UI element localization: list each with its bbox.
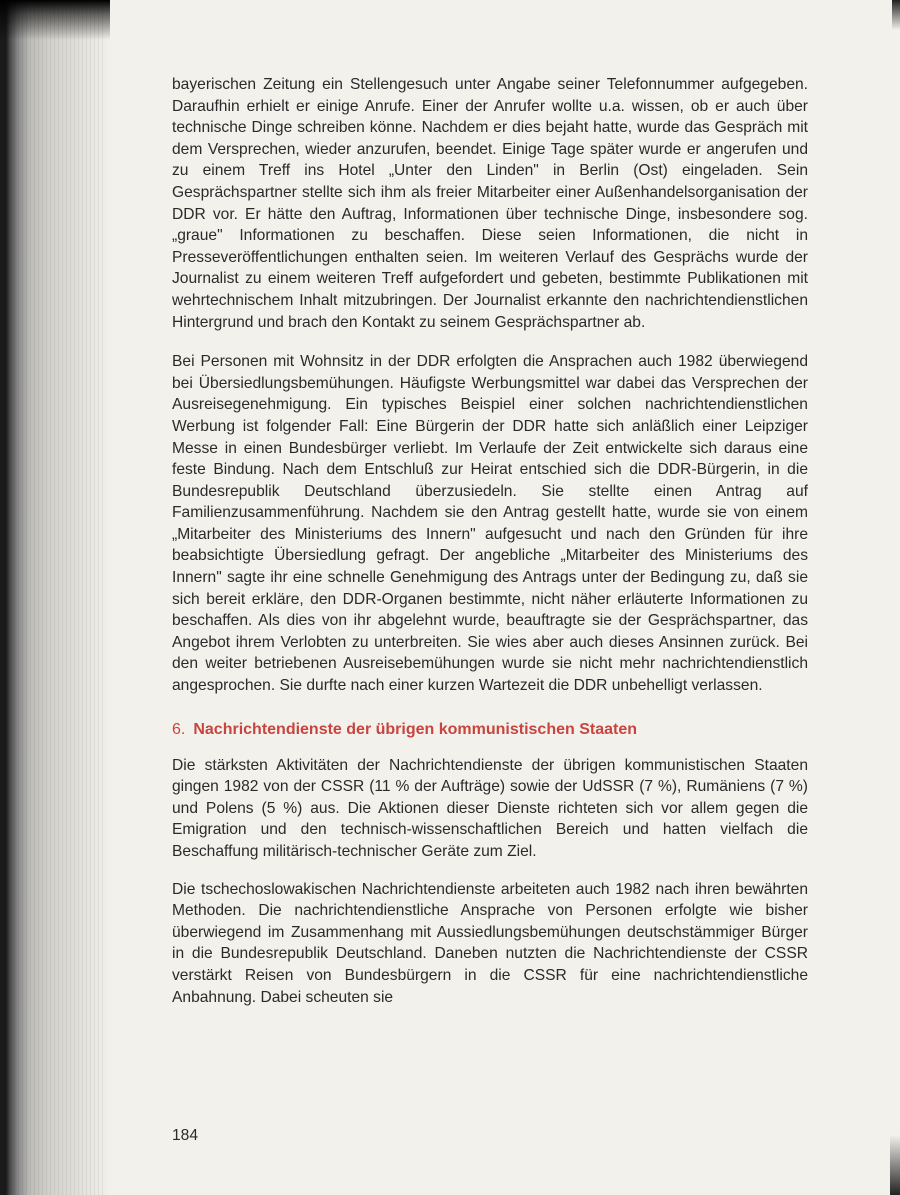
section-number: 6. xyxy=(172,720,186,738)
body-paragraph-1: bayerischen Zeitung ein Stellengesuch unter Angabe seiner Telefonnummer aufgegeben. Daraufhin erhielt er einige Anrufe. Einer der Anrufer wollte u.a. wissen, ob er auch über technische Dinge schreiben könne. Nachdem er dies bejaht hatte, wurde das Gespräch mit dem Versprechen, wieder anzurufen, beendet. Einige Tage später wurde er angerufen und zu einem Treff ins Hotel „Unter den Linden" in Berlin (Ost) eingeladen. Sein Gesprächspartner stellte sich ihm als freier Mitarbeiter einer Außenhandelsorganisation der DDR vor. Er hätte den Auftrag, Informationen über technische Dinge, insbesondere sog. „graue" Informationen zu beschaffen. Diese seien Informationen, die nicht in Presseveröffentlichungen enthalten seien. Im weiteren Verlauf des Gesprächs wurde der Journalist zu einem weiteren Treff aufgefordert und gebeten, bestimmte Publikationen mit wehrtechnischem Inhalt mitzubringen. Der Journalist erkannte den nachrichtendienstlichen Hintergrund und brach den Kontakt zu seinem Gesprächspartner ab. xyxy=(172,76,808,331)
scan-shadow xyxy=(0,0,110,40)
page-stack-lines xyxy=(14,0,104,1195)
section-title: Nachrichtendienste der übrigen kommunistischen Staaten xyxy=(193,720,637,738)
scan-edge-mark-bottom xyxy=(890,1135,900,1195)
section-paragraph-1: Die stärksten Aktivitäten der Nachrichtendienste der übrigen kommunistischen Staaten gingen 1982 von der CSSR (11 % der Aufträge) sowie der UdSSR (7 %), Rumäniens (7 %) und Polens (5 %) aus. Die Aktionen dieser Dienste richteten sich vor allem gegen die Emigration und den technisch-wissenschaftlichen Bereich und hatten vielfach die Beschaffung militärisch-technischer Geräte zum Ziel. xyxy=(172,756,808,860)
page-number: 184 xyxy=(172,1127,199,1144)
scan-edge-mark-top xyxy=(892,0,900,30)
section-heading xyxy=(172,719,808,741)
body-paragraph-2: Bei Personen mit Wohnsitz in der DDR erfolgten die Ansprachen auch 1982 überwiegend bei Übersiedlungsbemühungen. Häufigste Werbungsmittel war dabei das Versprechen der Ausreisegenehmigung. Ein typisches Beispiel einer solchen nachrichtendienstlichen Werbung ist folgender Fall: Eine Bürgerin der DDR hatte sich anläßlich einer Leipziger Messe in einen Bundesbürger verliebt. Im Verlaufe der Zeit entwickelte sich daraus eine feste Bindung. Nach dem Entschluß zur Heirat entschied sich die DDR-Bürgerin, in die Bundesrepublik Deutschland überzusiedeln. Sie stellte einen Antrag auf Familienzusammenführung. Nachdem sie den Antrag gestellt hatte, wurde sie von einem „Mitarbeiter des Ministeriums des Innern" aufgesucht und nach den Gründen für ihre beabsichtigte Übersiedlung gefragt. Der angebliche „Mitarbeiter des Ministeriums des Innern" sagte ihr eine schnelle Genehmigung des Antrags unter der Bedingung zu, daß sie sich bereit erkläre, den DDR-Organen bestimmte, nicht näher erläuterte Informationen zu beschaffen. Als dies von ihr abgelehnt wurde, beauftragte sie der Gesprächspartner, das Angebot ihrem Verlobten zu unterbreiten. Sie wies aber auch dieses Ansinnen zurück. Bei den weiter betriebenen Ausreisebemühungen wurde sie nicht mehr nachrichtendienstlich angesprochen. Sie durfte nach einer kurzen Wartezeit die DDR unbehelligt verlassen. xyxy=(172,353,808,695)
page-body xyxy=(172,74,808,1024)
section-paragraph-2: Die tschechoslowakischen Nachrichtendienste arbeiteten auch 1982 nach ihren bewährten Methoden. Die nachrichtendienstliche Ansprache von Personen erfolgte wie bisher überwiegend im Zusammenhang mit Aussiedlungsbemühungen deutschstämmiger Bürger in die Bundesrepublik Deutschland. Daneben nutzten die Nachrichtendienste der CSSR verstärkt Reisen von Bundesbürgern in die CSSR für eine nachrichtendienstliche Anbahnung. Dabei scheuten sie xyxy=(172,880,808,1006)
